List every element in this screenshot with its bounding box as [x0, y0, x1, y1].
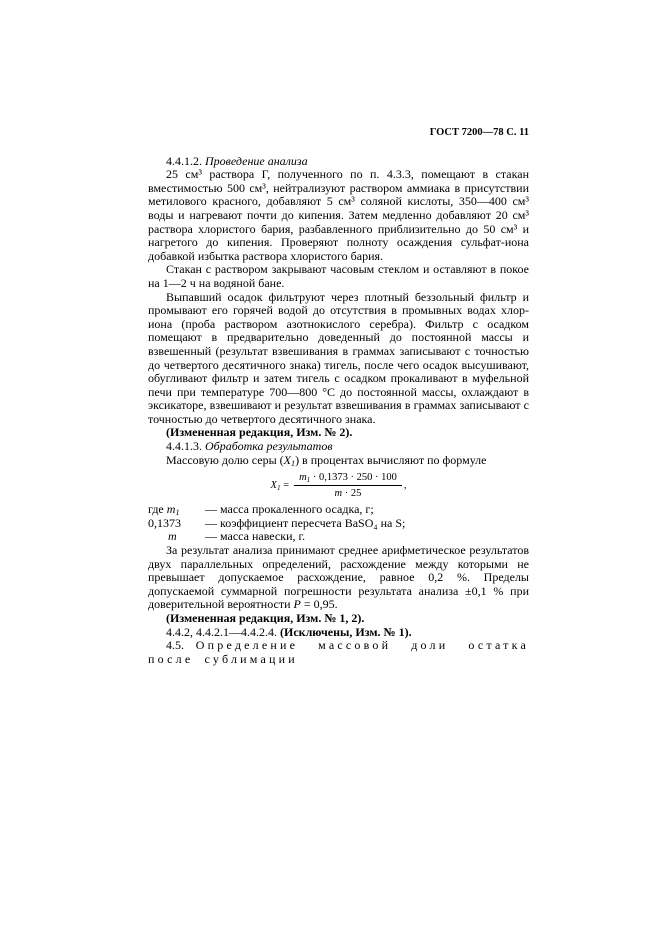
text-run: · 25 — [342, 488, 362, 500]
subscript: 1 — [175, 508, 180, 518]
text-column — [148, 126, 529, 666]
where-definition: — коэффициент пересчета BaSO₄ на S; — [205, 515, 406, 530]
text-run: За результат анализа принимают среднее арифметическое результатов двух параллельных определений, расхождение между которыми не превышает допускаемое расхождение, равное 0,2 %. Пределы допускаемой суммарной погрешности результата анализа ±0,1 % при доверительной вероятности — [148, 543, 529, 612]
section-number: 4.4.1.2. — [166, 153, 202, 168]
trailing-comma: , — [403, 480, 407, 492]
variable-p: P — [293, 597, 301, 612]
variable-m: m — [334, 488, 343, 500]
where-list — [148, 503, 529, 544]
subscript: 1 — [306, 476, 311, 485]
where-line — [148, 517, 529, 531]
paragraph-mass-fraction-intro — [148, 454, 529, 468]
page-header — [148, 126, 529, 140]
variable-m: m — [299, 472, 307, 484]
section-title: Проведение анализа — [205, 153, 308, 168]
formula-lhs — [271, 480, 290, 491]
variable-m: m — [168, 529, 177, 544]
section-heading-4412 — [148, 155, 529, 169]
subscript: 1 — [290, 458, 296, 468]
where-term — [148, 503, 205, 517]
paragraph-excluded — [148, 626, 529, 640]
variable-x: X — [270, 480, 277, 492]
section-heading-4413 — [148, 440, 529, 454]
fraction-denominator — [294, 486, 402, 499]
section-number: 4.5. — [166, 638, 184, 653]
variable-m: m — [166, 502, 176, 517]
fraction — [294, 472, 402, 499]
amendment-note-1-2: (Измененная редакция, Изм. № 1, 2). — [166, 611, 365, 625]
section-title: Определение массовой доли остатка после сублимации — [148, 638, 529, 666]
where-term — [148, 530, 205, 544]
section-number: 4.4.1.3. — [166, 439, 202, 454]
section-title: Обработка результатов — [205, 439, 333, 454]
text-run: · 0,1373 · 250 · 100 — [310, 472, 397, 484]
text-run: ) в процентах вычисляют по формуле — [295, 452, 487, 467]
fraction-numerator — [294, 472, 402, 486]
excluded-note: (Исключены, Изм. № 1). — [280, 624, 412, 639]
formula — [148, 472, 529, 499]
where-line — [148, 503, 529, 517]
section-heading-45 — [148, 639, 529, 666]
paragraph-result — [148, 544, 529, 612]
where-definition: — масса прокаленного осадка, г; — [205, 502, 374, 517]
paragraph-beaker-rest: Стакан с раствором закрывают часовым стеклом и оставляют в покое на 1—2 ч на водяной бане. — [148, 262, 529, 290]
where-line — [148, 530, 529, 544]
variable-x: X — [283, 452, 291, 467]
text-run: = 0,95. — [300, 597, 338, 612]
text-run: Массовую долю серы ( — [166, 452, 284, 467]
where-term: 0,1373 — [148, 515, 181, 530]
paragraph-filtering: Выпавший осадок фильтруют через плотный беззольный фильтр и промывают его горячей водой до отсутствия в промывных водах хлор-иона (проба раствором азотнокислого серебра). Фильтр с осадком помещают в предварительно доведенный до постоянной массы и взвешенный (результат взвешивания в граммах записывают с точностью до четвертого десятичного знака) тигель, после чего осадок высушивают, обугливают фильтр и затем тигель с осадком прокаливают в муфельной печи при температуре 700—800 °С до постоянной массы, охлаждают в эксикаторе, взвешивают и результат взвешивания в граммах записывают с точностью до четвертого десятичного знака. — [148, 289, 529, 426]
paragraph-analysis-procedure: 25 см³ раствора Г, полученного по п. 4.3.3, помещают в стакан вместимостью 500 см³, нейтрализуют раствором аммиака в присутствии метилового красного, добавляют 5 см³ соляной кислоты, 350—400 см³ воды и нагревают почти до кипения. Затем медленно добавляют 20 см³ раствора хлористого бария, разбавленного приблизительно до 50 см³ и нагретого до кипения. Проверяют полноту осаждения сульфат-иона добавкой избытка раствора хлористого бария. — [148, 167, 529, 263]
equals-sign: = — [280, 480, 290, 492]
doc-reference: ГОСТ 7200—78 С. 11 — [429, 127, 529, 138]
amendment-note-2: (Измененная редакция, Изм. № 2). — [166, 425, 353, 440]
subscript: 1 — [276, 484, 281, 493]
where-definition: — масса навески, г. — [205, 529, 306, 544]
text-run: где — [148, 502, 167, 517]
text-run: 4.4.2, 4.4.2.1—4.4.2.4. — [166, 624, 280, 639]
